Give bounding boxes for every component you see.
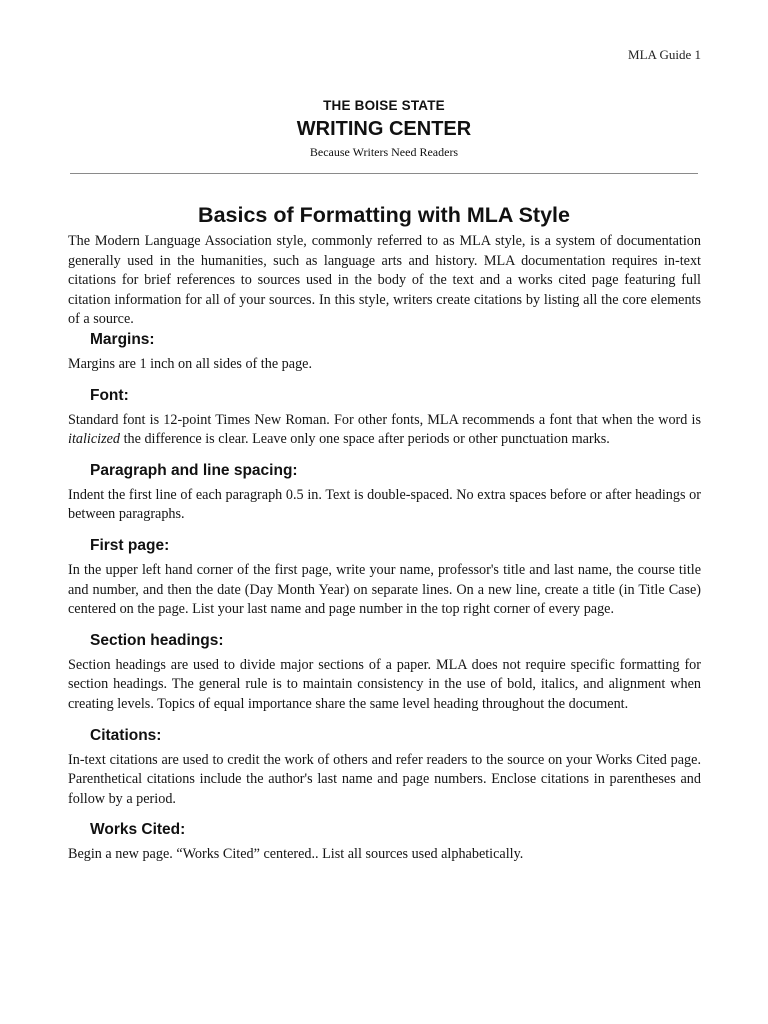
section-heading-citations: Citations: [90, 726, 162, 744]
document-body [68, 232, 701, 865]
section-first-page [68, 536, 701, 620]
intro-paragraph: The Modern Language Association style, commonly referred to as MLA style, is a system of documentation generally used in the humanities, such as language arts and history. MLA documentation requires in-text citations for brief references to sources used in the body of the text and a works cited page featuring full citation information for all of your sources. In this style, writers create citations by listing all the core elements of a source. [68, 233, 701, 328]
section-text-citations: In-text citations are used to credit the work of others and refer readers to the source on your Works Cited page. Parenthetical citations include the author's last name and page numbers. Enclose citations in parentheses and follow by a period. [68, 751, 701, 807]
running-head: MLA Guide 1 [628, 47, 701, 62]
section-heading-spacing: Paragraph and line spacing: [90, 461, 298, 479]
section-text-section-headings: Section headings are used to divide major sections of a paper. MLA does not require specific formatting for section headings. The general rule is to maintain consistency in the use of bold, italics, and alignment when creating levels. Topics of equal importance share the same level heading throughout the document. [68, 656, 701, 712]
font-text-italic: italicized [68, 431, 121, 448]
document-title: Basics of Formatting with MLA Style [198, 203, 570, 227]
section-citations [68, 726, 701, 810]
masthead-brand: WRITING CENTER [296, 118, 472, 140]
section-heading-works-cited: Works Cited: [90, 821, 186, 839]
section-heading-first-page: First page: [90, 536, 170, 554]
header-divider [70, 173, 698, 174]
section-font [68, 386, 701, 450]
section-text-spacing: Indent the first line of each paragraph 0.5 in. Text is double-spaced. No extra spaces before or after headings or between paragraphs. [68, 486, 701, 523]
section-margins [68, 330, 701, 375]
section-works-cited [68, 820, 701, 865]
masthead-kicker: THE BOISE STATE [323, 98, 445, 113]
section-heading-margins: Margins: [90, 330, 155, 348]
section-text-font [68, 411, 701, 450]
font-text-before: Standard font is 12-point Times New Roman. For other fonts, MLA recommends a font that when the word is [68, 411, 701, 428]
section-spacing [68, 461, 701, 525]
masthead [0, 97, 768, 160]
section-section-headings [68, 631, 701, 715]
masthead-tagline: Because Writers Need Readers [309, 145, 459, 159]
section-heading-font: Font: [90, 386, 129, 404]
section-text-works-cited: Begin a new page. “Works Cited” centered.. List all sources used alphabetically. [68, 846, 524, 863]
font-text-after: the difference is clear. Leave only one space after periods or other punctuation marks. [120, 431, 610, 448]
section-text-margins: Margins are 1 inch on all sides of the page. [68, 355, 313, 372]
section-heading-section-headings: Section headings: [90, 631, 224, 649]
section-text-first-page: In the upper left hand corner of the first page, write your name, professor's title and last name, the course title and number, and then the date (Day Month Year) on separate lines. On a new line, create a title (in Title Case) centered on the page. List your last name and page number in the top right corner of every page. [68, 561, 701, 618]
